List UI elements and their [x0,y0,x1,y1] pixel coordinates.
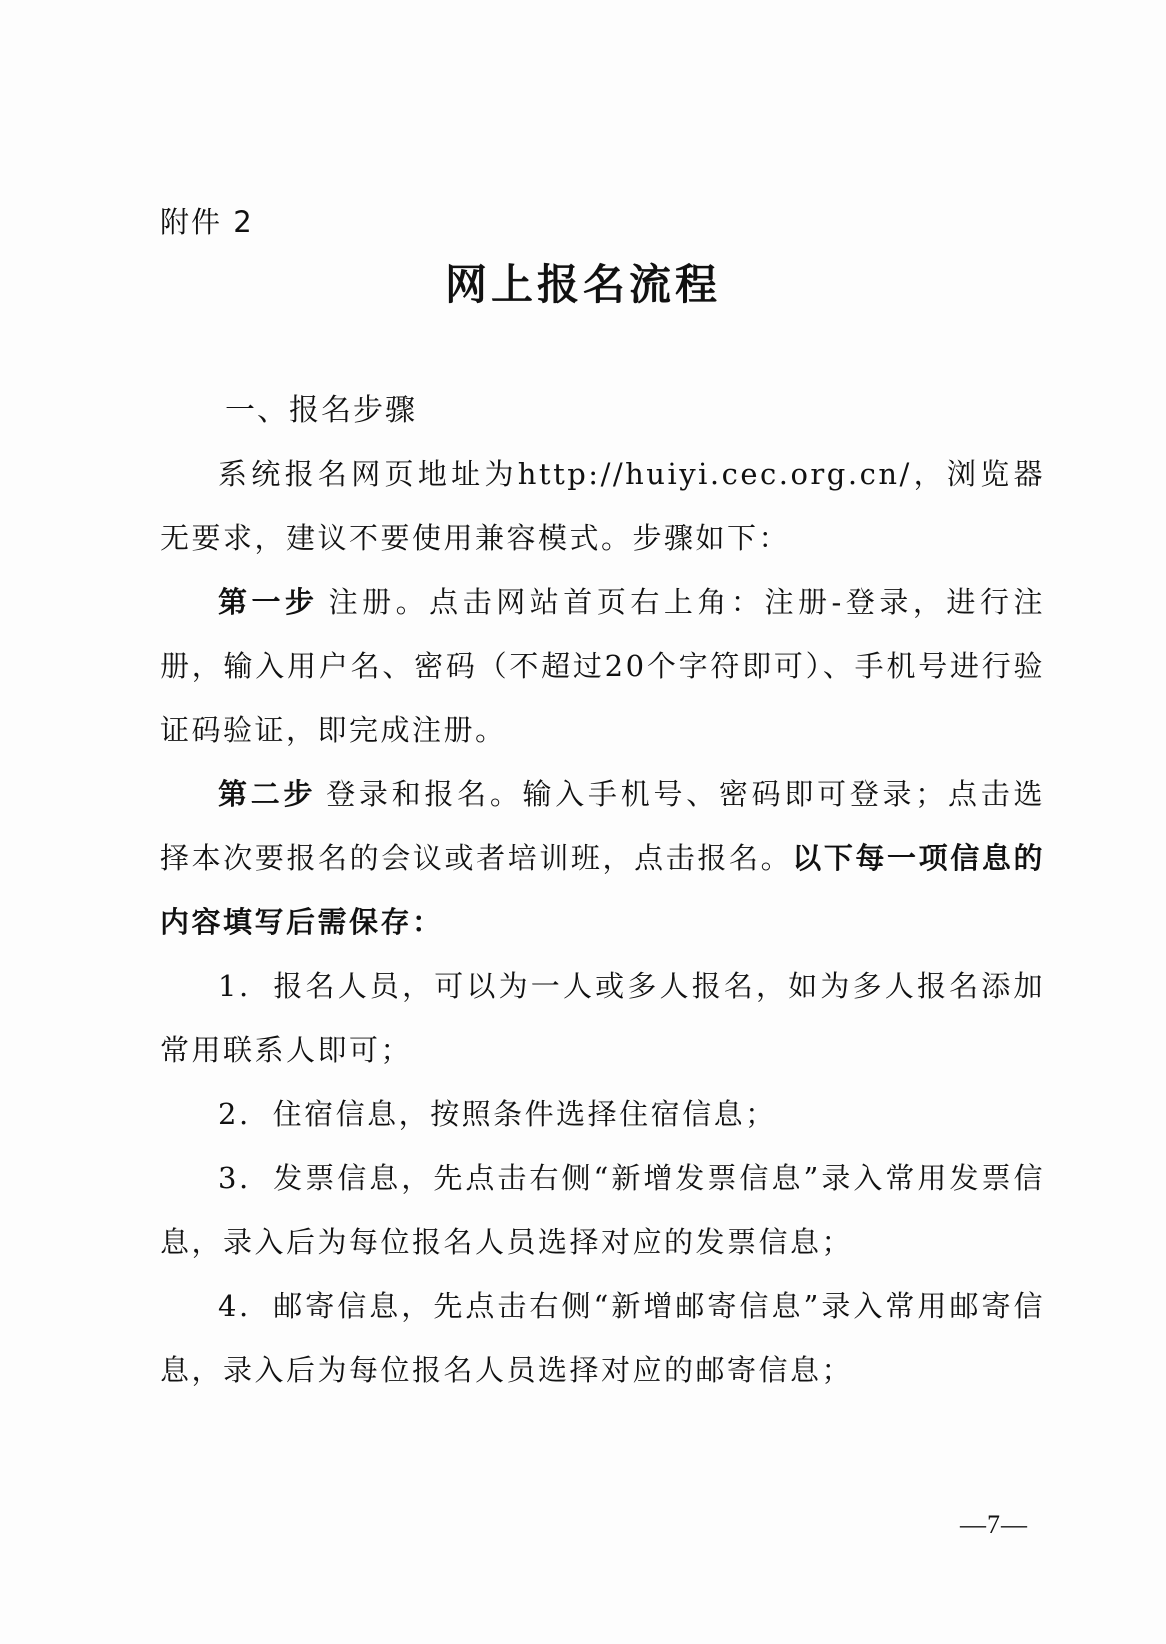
step-1-label: 第一步 [218,585,319,619]
step-2-text: 登录和报名。输入手机号、密码即可登录；点击选择本次要报名的会议或者培训班，点击报名。 [160,777,1045,875]
item-2-number: 2. [218,1097,251,1131]
step-2-paragraph [160,762,1045,954]
item-1-number: 1. [218,969,251,1003]
list-item [160,1146,1045,1274]
item-1-text: 报名人员，可以为一人或多人报名，如为多人报名添加常用联系人即可； [160,969,1045,1067]
page-number: —7— [960,1510,1028,1539]
item-3-text: 发票信息，先点击右侧“新增发票信息”录入常用发票信息，录入后为每位报名人员选择对应的发票信息； [160,1161,1045,1259]
list-item [160,954,1045,1082]
section-heading: 一、报名步骤 [225,393,417,428]
step-1-text: 注册。点击网站首页右上角：注册-登录，进行注册，输入用户名、密码（不超过20个字符即可）、手机号进行验证码验证，即完成注册。 [160,585,1045,747]
list-item [160,1274,1045,1402]
list-item [160,1082,1045,1146]
document-title: 网上报名流程 [444,260,721,309]
step-1-paragraph [160,570,1045,762]
item-4-number: 4. [218,1289,251,1323]
step-2-emphasis: 以下每一项信息的内容填写后需保存： [160,841,1045,939]
step-2-label: 第二步 [218,777,317,811]
intro-paragraph: 系统报名网页地址为http://huiyi.cec.org.cn/，浏览器无要求，建议不要使用兼容模式。步骤如下： [160,457,1045,555]
attachment-label: 附件 2 [160,205,254,239]
item-3-number: 3. [218,1161,251,1195]
document-body [160,442,1045,1402]
item-2-text: 住宿信息，按照条件选择住宿信息； [272,1097,777,1131]
item-4-text: 邮寄信息，先点击右侧“新增邮寄信息”录入常用邮寄信息，录入后为每位报名人员选择对应的邮寄信息； [160,1289,1045,1387]
